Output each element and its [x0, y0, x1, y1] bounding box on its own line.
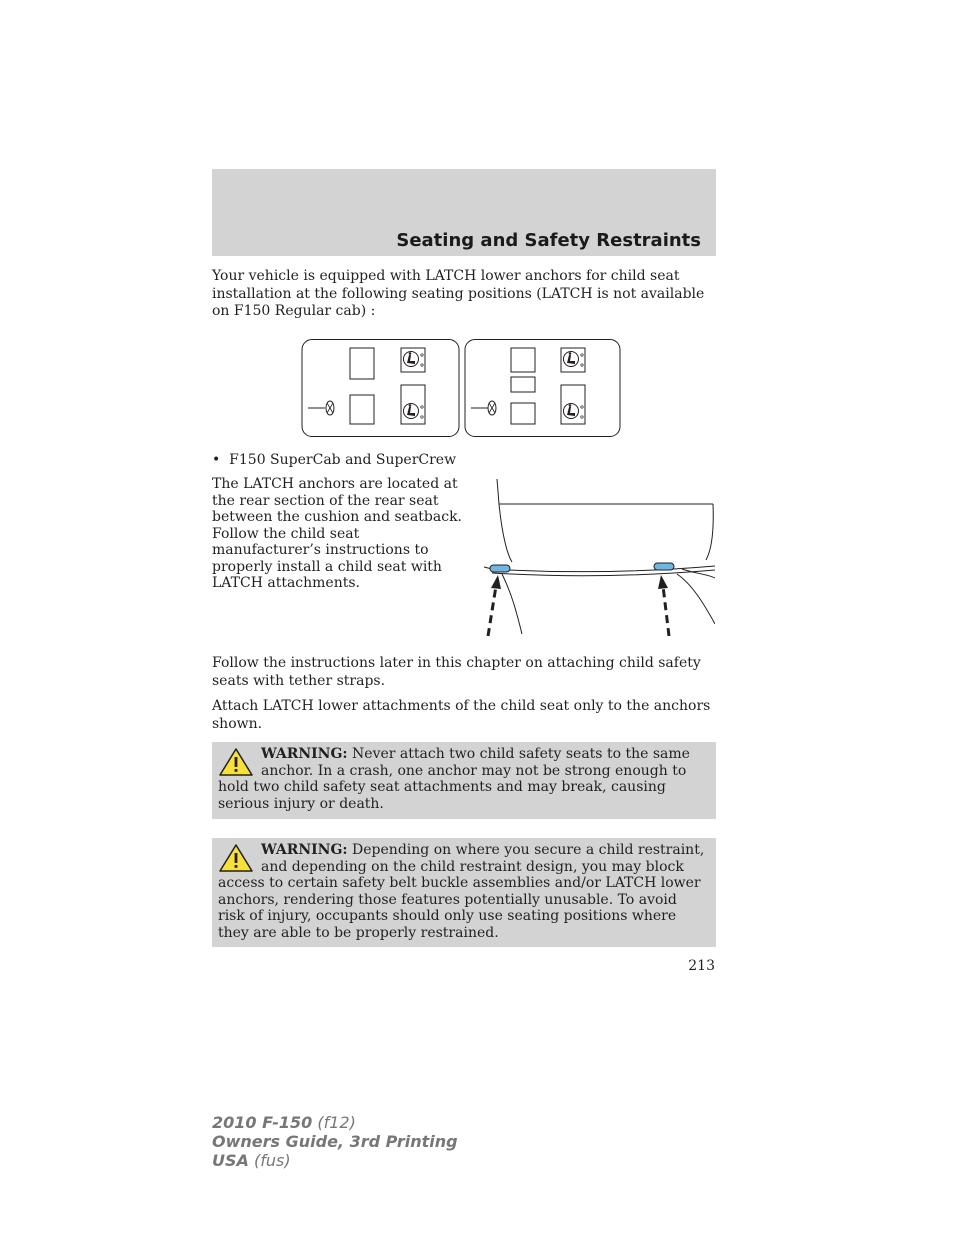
footer-market-code: (fus)	[248, 1151, 291, 1170]
seating-position-diagram	[300, 338, 623, 439]
warning-label: WARNING:	[261, 746, 348, 762]
footer-model-code: (f12)	[312, 1113, 356, 1132]
anchor-arrow-left	[488, 575, 501, 636]
footer-model: 2010 F-150	[212, 1113, 313, 1132]
supercrew-diagram	[465, 340, 620, 437]
latch-anchor-illustration	[482, 474, 715, 642]
footer-printing: Owners Guide, 3rd Printing	[212, 1132, 458, 1151]
warning-text: Never attach two child safety seats to the same anchor. In a crash, one anchor may not be strong enough to hold two child safety seat attachments and may break, causing serious injury or death.	[218, 746, 690, 812]
latch-anchor-left	[490, 565, 510, 572]
intro-paragraph: Your vehicle is equipped with LATCH lower anchors for child seat installation at the following seating positions (LATCH is not available on F150 Regular cab) :	[212, 268, 705, 319]
warning-text: Depending on where you secure a child restraint, and depending on the child restraint design, you may block access to certain safety belt buckle assemblies and/or LATCH lower anchors, rendering those features potentially unusable. To avoid risk of injury, occupants should only use seating positions where they are able to be properly restrained.	[218, 842, 705, 941]
bullet-item: • F150 SuperCab and SuperCrew	[212, 452, 457, 468]
warning-box-1	[212, 742, 716, 819]
attach-paragraph: Attach LATCH lower attachments of the child seat only to the anchors shown.	[212, 698, 711, 732]
latch-anchor-right	[654, 563, 674, 570]
warning-triangle-icon	[218, 843, 254, 873]
warning-triangle-icon	[218, 747, 254, 777]
supercab-diagram	[302, 340, 459, 437]
bullet-text: F150 SuperCab and SuperCrew	[229, 452, 457, 468]
warning-box-2	[212, 838, 716, 947]
section-header-band	[212, 169, 716, 256]
section-title: Seating and Safety Restraints	[396, 230, 701, 251]
footer-edition-info	[212, 1113, 612, 1170]
footer-market: USA	[212, 1151, 249, 1170]
page-number: 213	[688, 958, 715, 974]
anchor-arrow-right	[658, 575, 669, 636]
anchor-location-paragraph: The LATCH anchors are located at the rear section of the rear seat between the cushion and seatback. Follow the child seat manufacturer’s instructions to properly install a child seat with LATCH attachments.	[212, 476, 463, 591]
warning-label: WARNING:	[261, 842, 348, 858]
tether-paragraph: Follow the instructions later in this chapter on attaching child safety seats with tether straps.	[212, 655, 701, 689]
